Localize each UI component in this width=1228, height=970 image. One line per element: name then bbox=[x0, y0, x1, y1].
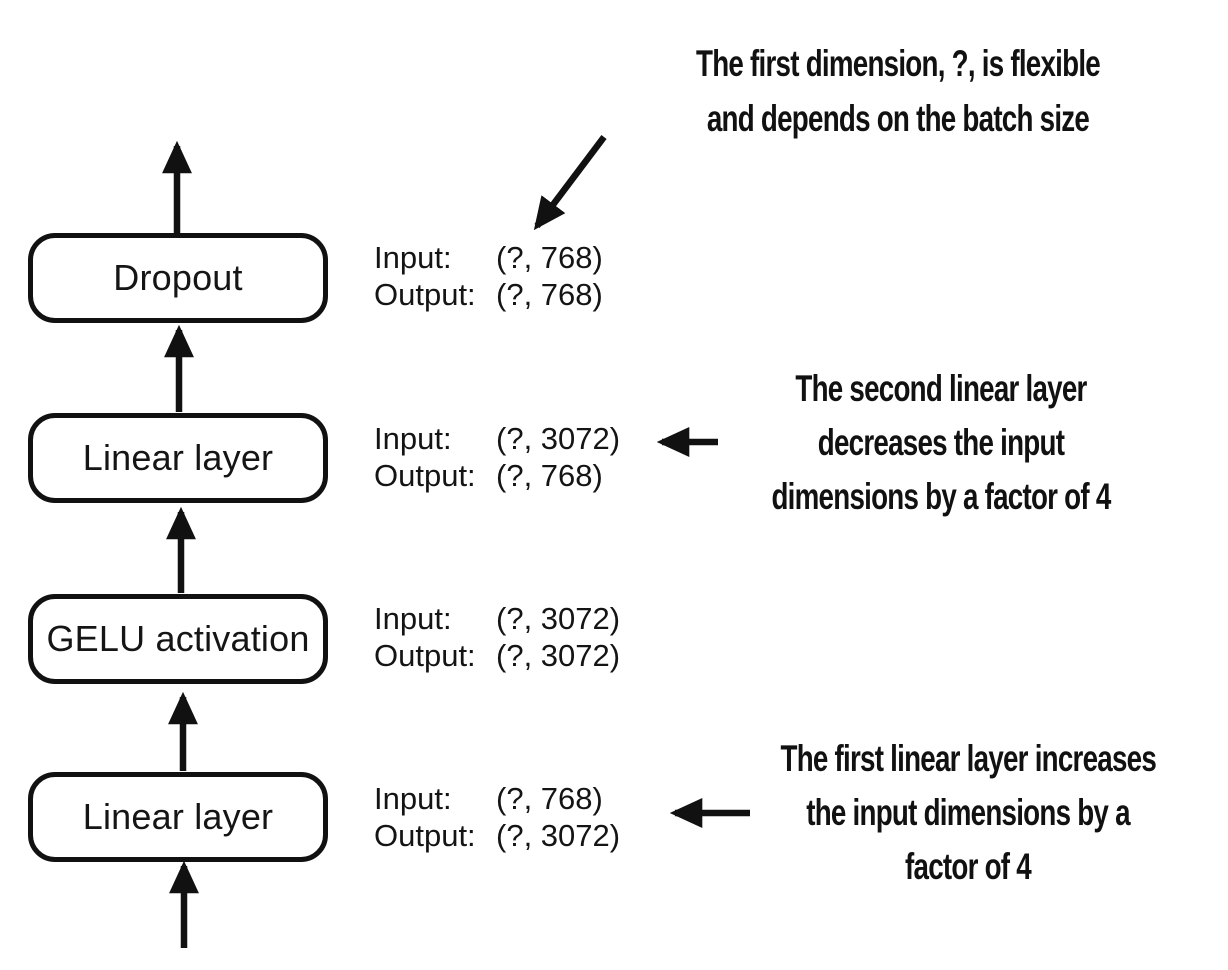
annotation-first-linear bbox=[781, 732, 1156, 894]
annotation-line: decreases the input bbox=[817, 422, 1065, 463]
annotation-batch-size bbox=[673, 36, 1123, 146]
output-shape: (?, 3072) bbox=[496, 818, 621, 853]
input-label: Input: bbox=[374, 240, 452, 275]
annotation-line: dimensions by a factor of 4 bbox=[771, 476, 1111, 517]
input-shape: (?, 768) bbox=[496, 240, 603, 275]
annotation-second-linear bbox=[754, 362, 1129, 524]
layer-box-gelu bbox=[28, 594, 328, 684]
output-label: Output: bbox=[374, 638, 476, 673]
io-shapes-gelu bbox=[374, 600, 620, 674]
layer-label: GELU activation bbox=[46, 618, 310, 659]
input-label: Input: bbox=[374, 421, 452, 456]
layer-label: Linear layer bbox=[82, 796, 274, 837]
input-label: Input: bbox=[374, 601, 452, 636]
output-label: Output: bbox=[374, 458, 476, 493]
annotation-line: The first dimension, ?, is flexible bbox=[696, 43, 1100, 84]
output-shape: (?, 768) bbox=[496, 277, 603, 312]
input-shape: (?, 3072) bbox=[496, 601, 621, 636]
input-label: Input: bbox=[374, 781, 452, 816]
annotation-line: factor of 4 bbox=[905, 846, 1031, 887]
io-shapes-dropout bbox=[374, 239, 603, 313]
annotation-arrow-batch-size bbox=[537, 137, 604, 226]
layer-box-linear-second bbox=[28, 413, 328, 503]
annotation-line: the input dimensions by a bbox=[806, 792, 1130, 833]
io-shapes-linear-first bbox=[374, 780, 620, 854]
input-shape: (?, 768) bbox=[496, 781, 603, 816]
output-label: Output: bbox=[374, 818, 476, 853]
layer-box-dropout bbox=[28, 233, 328, 323]
layer-label: Dropout bbox=[113, 257, 243, 298]
output-shape: (?, 768) bbox=[496, 458, 603, 493]
annotation-line: The second linear layer bbox=[795, 368, 1087, 409]
layer-box-linear-first bbox=[28, 772, 328, 862]
annotation-line: The first linear layer increases bbox=[780, 738, 1157, 779]
input-shape: (?, 3072) bbox=[496, 421, 621, 456]
annotation-line: and depends on the batch size bbox=[706, 98, 1090, 139]
output-label: Output: bbox=[374, 277, 476, 312]
layer-label: Linear layer bbox=[82, 437, 274, 478]
io-shapes-linear-second bbox=[374, 420, 620, 494]
output-shape: (?, 3072) bbox=[496, 638, 621, 673]
